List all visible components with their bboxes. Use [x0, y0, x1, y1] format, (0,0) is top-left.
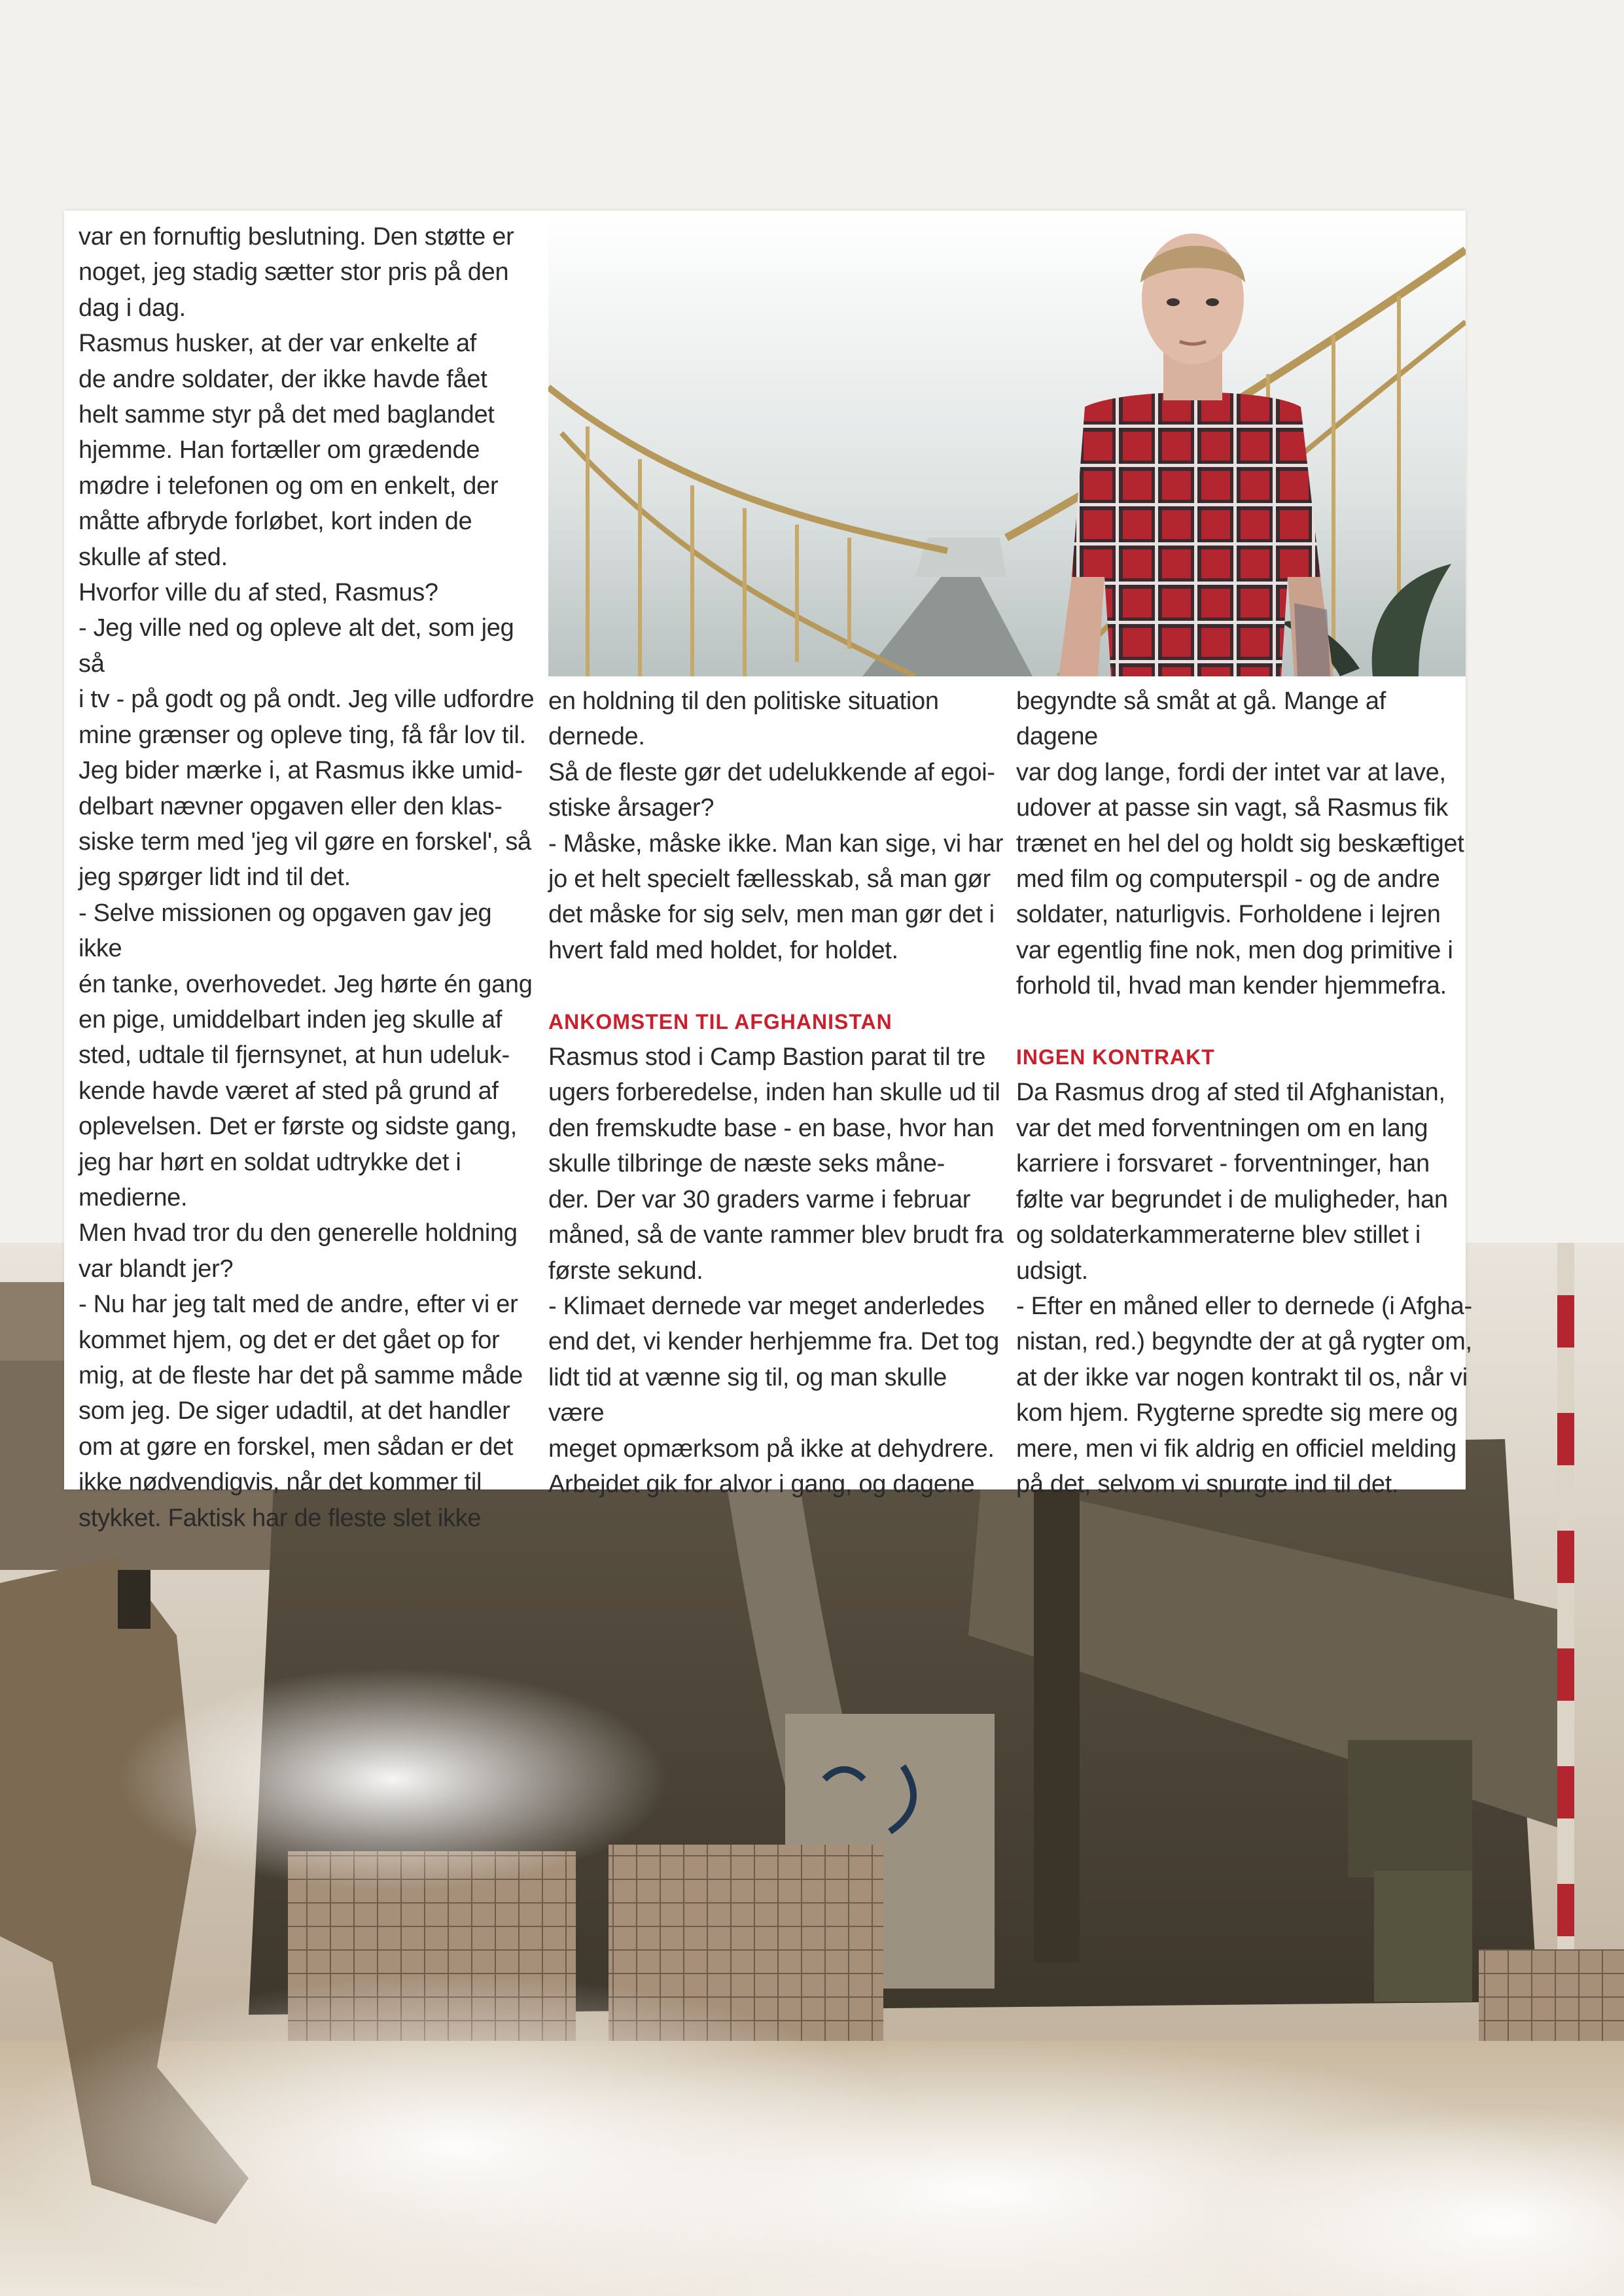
paragraph-line: trænet en hel del og holdt sig beskæftiget — [1016, 829, 1464, 858]
paragraph-line: - Klimaet dernede var meget anderledes — [548, 1292, 985, 1320]
paragraph-line: som jeg. De siger udadtil, at det handler — [79, 1397, 510, 1425]
paragraph-line: - Jeg ville ned og opleve alt det, som jeg så — [79, 614, 514, 678]
paragraph-line: - Nu har jeg talt med de andre, efter vi er — [79, 1291, 518, 1319]
paragraph-line: det måske for sig selv, men man gør det i — [548, 901, 995, 929]
paragraph-line: jo et helt specielt fællesskab, så man gør — [548, 865, 991, 894]
paragraph-line: kom hjem. Rygterne spredte sig mere og — [1016, 1399, 1458, 1427]
paragraph-line: mine grænser og opleve ting, få får lov til. — [79, 721, 526, 749]
paragraph-line: ugers forberedelse, inden han skulle ud til — [548, 1079, 1000, 1107]
paragraph-line: mødre i telefonen og om en enkelt, der — [79, 472, 499, 500]
paragraph-line: Da Rasmus drog af sted til Afghanistan, — [1016, 1079, 1445, 1107]
paragraph-line: begyndte så småt at gå. Mange af dagene — [1016, 687, 1386, 751]
paragraph-line: ikke nødvendigvis, når det kommer til — [79, 1469, 482, 1497]
paragraph-line: meget opmærksom på ikke at dehydrere. — [548, 1435, 995, 1463]
paragraph-line: var dog lange, fordi der intet var at lave, — [1016, 758, 1446, 786]
paragraph-line: skulle tilbringe de næste seks måne- — [548, 1150, 945, 1178]
section-heading-arrival: ANKOMSTEN TIL AFGHANISTAN — [548, 1009, 892, 1034]
paragraph-line: karriere i forsvaret - forventninger, han — [1016, 1150, 1430, 1178]
paragraph-line: hvert fald med holdet, for holdet. — [548, 936, 898, 964]
paragraph-line: der. Der var 30 graders varme i februar — [548, 1185, 971, 1213]
paragraph-line: lidt tid at vænne sig til, og man skulle være — [548, 1363, 947, 1427]
article-column-1 — [79, 219, 537, 1536]
paragraph-line: oplevelsen. Det er første og sidste gang, — [79, 1113, 517, 1141]
paragraph-line: hjemme. Han fortæller om grædende — [79, 436, 480, 464]
paragraph-line: kommet hjem, og det er det gået op for — [79, 1326, 500, 1354]
paragraph-line: på det, selvom vi spurgte ind til det. — [1016, 1470, 1399, 1498]
paragraph-line: var en fornuftig beslutning. Den støtte er — [79, 223, 514, 251]
paragraph-line: Rasmus stod i Camp Bastion parat til tre — [548, 1043, 986, 1071]
paragraph-line — [548, 968, 1006, 1003]
paragraph-line: en pige, umiddelbart inden jeg skulle af — [79, 1005, 503, 1034]
paragraph-line: noget, jeg stadig sætter stor pris på den — [79, 258, 509, 287]
paragraph-line: delbart nævner opgaven eller den klas- — [79, 792, 503, 820]
paragraph-line: forhold til, hvad man kender hjemmefra. — [1016, 972, 1447, 1000]
paragraph-line: Jeg bider mærke i, at Rasmus ikke umid- — [79, 757, 523, 785]
paragraph-line: at der ikke var nogen kontrakt til os, når vi — [1016, 1363, 1468, 1391]
paragraph-line: måned, så de vante rammer blev brudt fra — [548, 1221, 1004, 1249]
paragraph-line: måtte afbryde forløbet, kort inden de — [79, 508, 472, 536]
paragraph-line: om at gøre en forskel, men sådan er det — [79, 1433, 514, 1461]
paragraph-line: stiske årsager? — [548, 794, 715, 822]
paragraph-line: én tanke, overhovedet. Jeg hørte én gang — [79, 970, 533, 998]
paragraph-line: jeg har hørt en soldat udtrykke det i — [79, 1148, 461, 1176]
paragraph-line: Rasmus husker, at der var enkelte af — [79, 330, 477, 358]
paragraph-line: mig, at de fleste har det på samme måde — [79, 1362, 523, 1389]
paragraph-line: kende havde været af sted på grund af — [79, 1077, 499, 1105]
paragraph-line: - Måske, måske ikke. Man kan sige, vi har — [548, 829, 1004, 858]
paragraph-line: var egentlig fine nok, men dog primitive i — [1016, 936, 1453, 964]
paragraph-line: Arbejdet gik for alvor i gang, og dagene — [548, 1470, 975, 1498]
paragraph-line: sted, udtale til fjernsynet, at hun udeluk- — [79, 1041, 510, 1070]
paragraph-line: følte var begrundet i de muligheder, han — [1016, 1185, 1448, 1213]
paragraph-line: Men hvad tror du den generelle holdning — [79, 1219, 518, 1247]
paragraph-line: jeg spørger lidt ind til det. — [79, 863, 351, 892]
paragraph-line: første sekund. — [548, 1257, 703, 1285]
paragraph-line: udover at passe sin vagt, så Rasmus fik — [1016, 794, 1448, 822]
paragraph-line: siske term med 'jeg vil gøre en forskel', så — [79, 827, 531, 856]
paragraph-line: Så de fleste gør det udelukkende af egoi- — [548, 758, 995, 786]
paragraph-line: soldater, naturligvis. Forholdene i lejren — [1016, 901, 1441, 929]
paragraph-line: med film og computerspil - og de andre — [1016, 865, 1440, 894]
paragraph-line: helt samme styr på det med baglandet — [79, 401, 495, 429]
paragraph-line: dag i dag. — [79, 294, 186, 322]
paragraph-line — [1016, 1004, 1474, 1039]
paragraph-line: var blandt jer? — [79, 1255, 234, 1283]
paragraph-line: stykket. Faktisk har de fleste slet ikke — [79, 1504, 482, 1532]
paragraph-line: den fremskudte base - en base, hvor han — [548, 1114, 995, 1142]
article-column-3 — [1016, 684, 1474, 1502]
paragraph-line: en holdning til den politiske situation — [548, 687, 939, 715]
paragraph-line: nistan, red.) begyndte der at gå rygter om, — [1016, 1328, 1472, 1356]
paragraph-line: medierne. — [79, 1183, 188, 1211]
paragraph-line: de andre soldater, der ikke havde fået — [79, 365, 487, 393]
paragraph-line: Hvorfor ville du af sted, Rasmus? — [79, 579, 438, 607]
paragraph-line: dernede. — [548, 723, 645, 751]
paragraph-line: var det med forventningen om en lang — [1016, 1114, 1428, 1142]
paragraph-line: i tv - på godt og på ondt. Jeg ville udfordre — [79, 686, 535, 714]
paragraph-line: - Selve missionen og opgaven gav jeg ikke — [79, 899, 492, 963]
soldier-portrait-photo — [548, 211, 1466, 676]
section-heading-contract: INGEN KONTRAKT — [1016, 1045, 1215, 1070]
paragraph-line: - Efter en måned eller to dernede (i Afgha- — [1016, 1292, 1472, 1320]
paragraph-line: end det, vi kender herhjemme fra. Det tog — [548, 1328, 999, 1356]
paragraph-line: og soldaterkammeraterne blev stillet i — [1016, 1221, 1421, 1249]
paragraph-line: skulle af sted. — [79, 543, 228, 571]
paragraph-line: udsigt. — [1016, 1257, 1088, 1285]
paragraph-line: mere, men vi fik aldrig en officiel melding — [1016, 1435, 1456, 1463]
article-column-2 — [548, 684, 1006, 1502]
